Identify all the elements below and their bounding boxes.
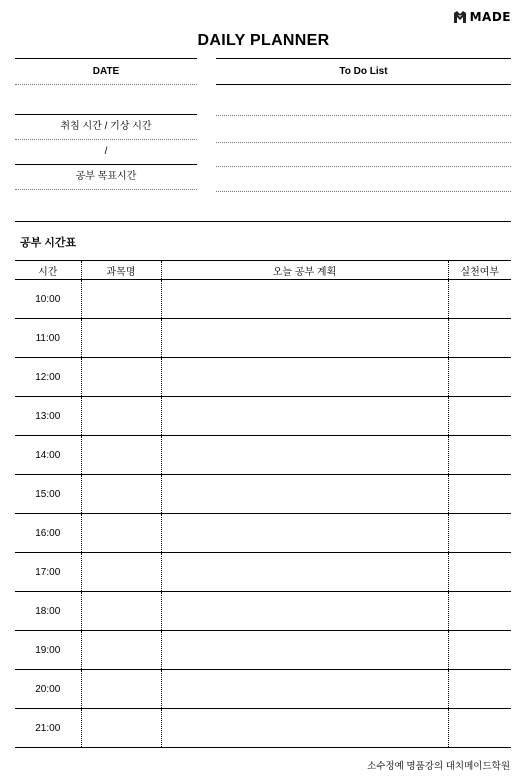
date-field[interactable] (15, 85, 197, 114)
time-cell: 11:00 (15, 319, 81, 358)
todo-line[interactable] (216, 191, 511, 192)
plan-cell[interactable] (161, 592, 448, 631)
done-cell[interactable] (448, 436, 511, 475)
plan-cell[interactable] (161, 280, 448, 319)
schedule-row (15, 592, 511, 631)
plan-cell[interactable] (161, 475, 448, 514)
time-cell: 10:00 (15, 280, 81, 319)
subject-cell[interactable] (81, 631, 161, 670)
done-cell[interactable] (448, 319, 511, 358)
schedule-row (15, 553, 511, 592)
done-cell[interactable] (448, 553, 511, 592)
time-cell: 12:00 (15, 358, 81, 397)
time-cell: 14:00 (15, 436, 81, 475)
header-done: 실천여부 (448, 261, 511, 280)
sleep-wake-label: 취침 시간 / 기상 시간 (60, 121, 152, 132)
footer-text: 소수정예 명품강의 대치메이드학원 (367, 761, 510, 772)
plan-cell[interactable] (161, 319, 448, 358)
time-cell: 18:00 (15, 592, 81, 631)
sleep-wake-field[interactable]: / (104, 146, 108, 157)
done-cell[interactable] (448, 358, 511, 397)
schedule-row (15, 358, 511, 397)
schedule-row (15, 436, 511, 475)
schedule-row (15, 397, 511, 436)
schedule-row (15, 514, 511, 553)
time-cell: 15:00 (15, 475, 81, 514)
subject-cell[interactable] (81, 280, 161, 319)
plan-cell[interactable] (161, 670, 448, 709)
done-cell[interactable] (448, 592, 511, 631)
plan-cell[interactable] (161, 709, 448, 748)
header-time: 시간 (15, 261, 81, 280)
schedule-table (15, 260, 511, 748)
subject-cell[interactable] (81, 436, 161, 475)
page-title: DAILY PLANNER (197, 32, 330, 49)
plan-cell[interactable] (161, 631, 448, 670)
goal-time-label: 공부 목표시간 (75, 171, 137, 182)
subject-cell[interactable] (81, 553, 161, 592)
time-cell: 17:00 (15, 553, 81, 592)
info-panel (15, 58, 197, 190)
done-cell[interactable] (448, 475, 511, 514)
plan-cell[interactable] (161, 397, 448, 436)
done-cell[interactable] (448, 280, 511, 319)
subject-cell[interactable] (81, 475, 161, 514)
date-label: DATE (92, 66, 120, 77)
brand-logo (453, 10, 511, 24)
brand-name: MADE (469, 10, 511, 24)
done-cell[interactable] (448, 397, 511, 436)
header-subject: 과목명 (81, 261, 161, 280)
plan-cell[interactable] (161, 514, 448, 553)
done-cell[interactable] (448, 631, 511, 670)
done-cell[interactable] (448, 709, 511, 748)
time-cell: 13:00 (15, 397, 81, 436)
done-cell[interactable] (448, 670, 511, 709)
subject-cell[interactable] (81, 670, 161, 709)
subject-cell[interactable] (81, 514, 161, 553)
schedule-row (15, 670, 511, 709)
schedule-row (15, 631, 511, 670)
time-cell: 19:00 (15, 631, 81, 670)
todo-label: To Do List (339, 66, 388, 77)
schedule-row (15, 475, 511, 514)
schedule-row (15, 319, 511, 358)
goal-time-field[interactable] (15, 189, 197, 190)
schedule-title: 공부 시간표 (20, 237, 77, 249)
plan-cell[interactable] (161, 436, 448, 475)
subject-cell[interactable] (81, 709, 161, 748)
schedule-row (15, 709, 511, 748)
subject-cell[interactable] (81, 319, 161, 358)
time-cell: 21:00 (15, 709, 81, 748)
plan-cell[interactable] (161, 553, 448, 592)
time-cell: 20:00 (15, 670, 81, 709)
todo-panel (216, 58, 511, 192)
header-plan: 오늘 공부 계획 (161, 261, 448, 280)
subject-cell[interactable] (81, 592, 161, 631)
done-cell[interactable] (448, 514, 511, 553)
time-cell: 16:00 (15, 514, 81, 553)
made-logo-icon (453, 10, 467, 24)
plan-cell[interactable] (161, 358, 448, 397)
subject-cell[interactable] (81, 358, 161, 397)
subject-cell[interactable] (81, 397, 161, 436)
schedule-row (15, 280, 511, 319)
section-divider (15, 221, 511, 222)
